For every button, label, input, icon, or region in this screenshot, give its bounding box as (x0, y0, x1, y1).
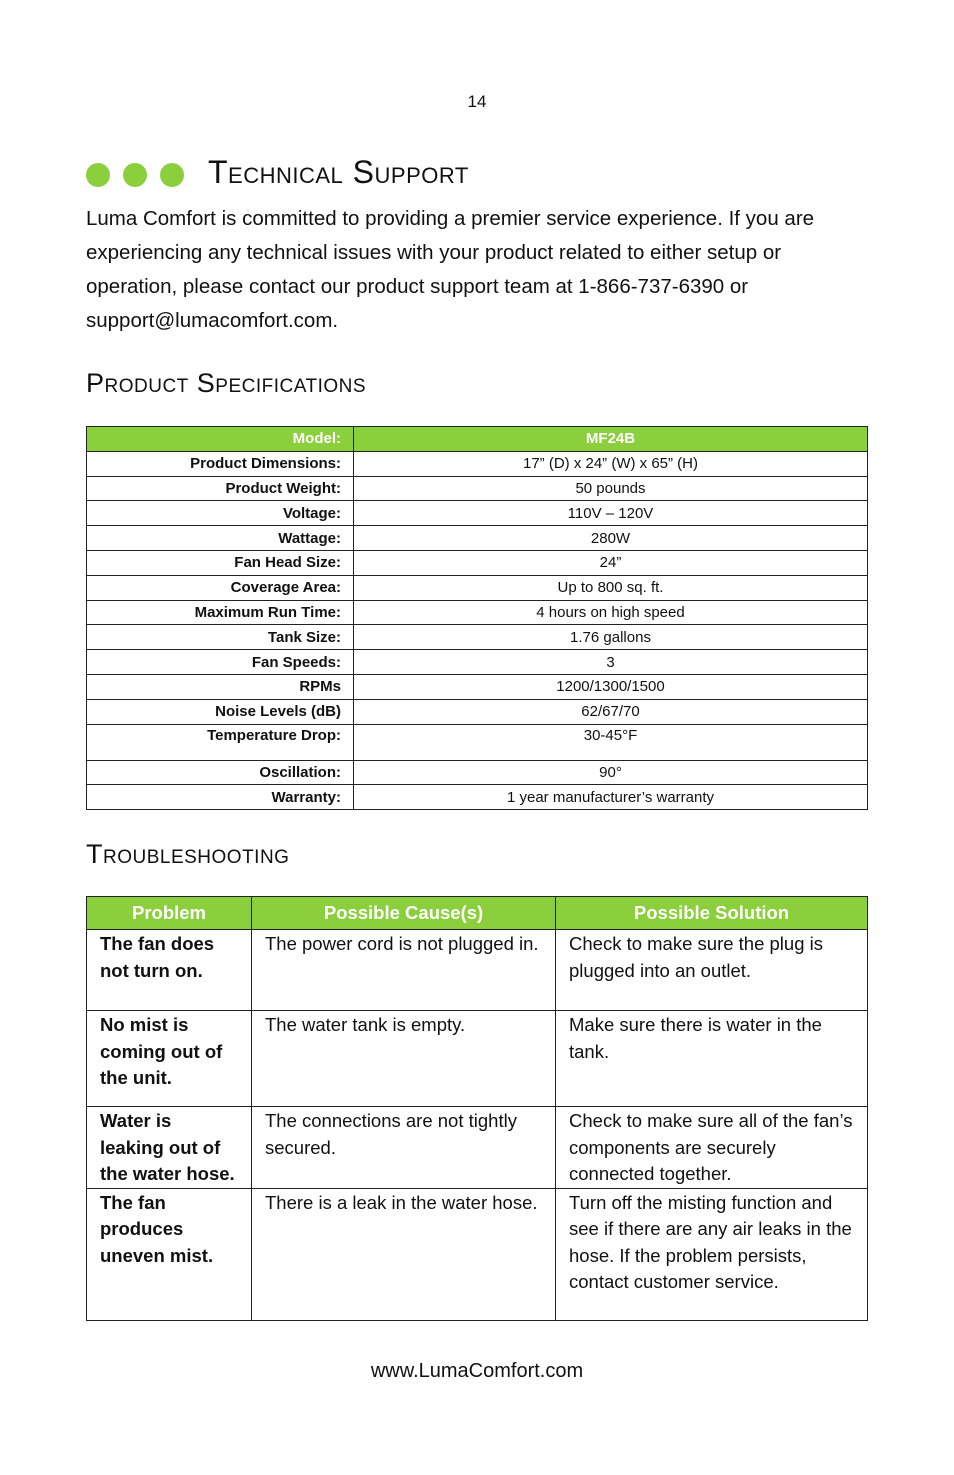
spec-value: 110V – 120V (354, 501, 868, 526)
table-row (87, 1011, 868, 1107)
spec-label: Wattage: (87, 526, 354, 551)
solution-cell: Turn off the misting function and see if there are any air leaks in the hose. If the problem persists, contact customer service. (556, 1188, 868, 1320)
table-row (87, 1188, 868, 1320)
spec-value: 1 year manufacturer’s warranty (354, 785, 868, 810)
spec-value: 17” (D) x 24” (W) x 65” (H) (354, 451, 868, 476)
footer-website: www.LumaComfort.com (370, 1360, 584, 1382)
troubleshooting-table (86, 896, 868, 1321)
spec-label: Model: (87, 427, 354, 452)
spec-row (87, 650, 868, 675)
spec-label: Maximum Run Time: (87, 600, 354, 625)
spec-header-row (87, 427, 868, 452)
problem-cell: The fan does not turn on. (87, 930, 252, 1011)
spec-label: Temperature Drop: (87, 724, 354, 760)
spec-value: 1.76 gallons (354, 625, 868, 650)
section-dots-icon (86, 163, 184, 187)
spec-value: 280W (354, 526, 868, 551)
troubleshooting-header-row (87, 897, 868, 930)
cause-cell: The power cord is not plugged in. (252, 930, 556, 1011)
spec-label: Voltage: (87, 501, 354, 526)
spec-row (87, 501, 868, 526)
spec-row (87, 451, 868, 476)
spec-value: 90° (354, 760, 868, 785)
spec-value: 50 pounds (354, 476, 868, 501)
spec-value: 24” (354, 550, 868, 575)
spec-row (87, 785, 868, 810)
solution-cell: Make sure there is water in the tank. (556, 1011, 868, 1107)
spec-row (87, 476, 868, 501)
spec-label: Fan Head Size: (87, 550, 354, 575)
problem-cell: No mist is coming out of the unit. (87, 1011, 252, 1107)
spec-row (87, 550, 868, 575)
spec-value: Up to 800 sq. ft. (354, 575, 868, 600)
green-dot-icon (86, 163, 110, 187)
column-header-problem: Problem (87, 897, 252, 930)
technical-support-title: Technical Support (208, 153, 469, 190)
cause-cell: The water tank is empty. (252, 1011, 556, 1107)
spec-row (87, 575, 868, 600)
green-dot-icon (160, 163, 184, 187)
technical-support-heading (86, 152, 469, 192)
green-dot-icon (123, 163, 147, 187)
spec-row (87, 724, 868, 760)
spec-value: 1200/1300/1500 (354, 674, 868, 699)
solution-cell: Check to make sure the plug is plugged into an outlet. (556, 930, 868, 1011)
spec-label: Tank Size: (87, 625, 354, 650)
cause-cell: The connections are not tightly secured. (252, 1107, 556, 1189)
problem-cell: The fan produces uneven mist. (87, 1188, 252, 1320)
spec-label: Fan Speeds: (87, 650, 354, 675)
spec-row (87, 760, 868, 785)
spec-label: RPMs (87, 674, 354, 699)
spec-label: Oscillation: (87, 760, 354, 785)
spec-label: Coverage Area: (87, 575, 354, 600)
spec-row (87, 699, 868, 724)
spec-value: 3 (354, 650, 868, 675)
spec-label: Product Weight: (87, 476, 354, 501)
column-header-solution: Possible Solution (556, 897, 868, 930)
spec-value: MF24B (354, 427, 868, 452)
table-row (87, 930, 868, 1011)
spec-value: 4 hours on high speed (354, 600, 868, 625)
table-row (87, 1107, 868, 1189)
cause-cell: There is a leak in the water hose. (252, 1188, 556, 1320)
specifications-table (86, 426, 868, 810)
spec-row (87, 625, 868, 650)
spec-row (87, 674, 868, 699)
problem-cell: Water is leaking out of the water hose. (87, 1107, 252, 1189)
spec-label: Noise Levels (dB) (87, 699, 354, 724)
page-number: 14 (467, 92, 487, 111)
technical-support-body: Luma Comfort is committed to providing a premier service experience. If you are experiencing any technical issues with your product related to either setup or operation, please contact our product support team at 1-866-737-6390 or support@lumacomfort.com. (86, 207, 815, 332)
spec-label: Product Dimensions: (87, 451, 354, 476)
spec-label: Warranty: (87, 785, 354, 810)
troubleshooting-title: Troubleshooting (86, 839, 290, 869)
spec-value: 62/67/70 (354, 699, 868, 724)
product-specifications-title: Product Specifications (86, 368, 367, 398)
column-header-cause: Possible Cause(s) (252, 897, 556, 930)
spec-value: 30-45°F (354, 724, 868, 760)
spec-row (87, 526, 868, 551)
solution-cell: Check to make sure all of the fan’s components are securely connected together. (556, 1107, 868, 1189)
spec-row (87, 600, 868, 625)
